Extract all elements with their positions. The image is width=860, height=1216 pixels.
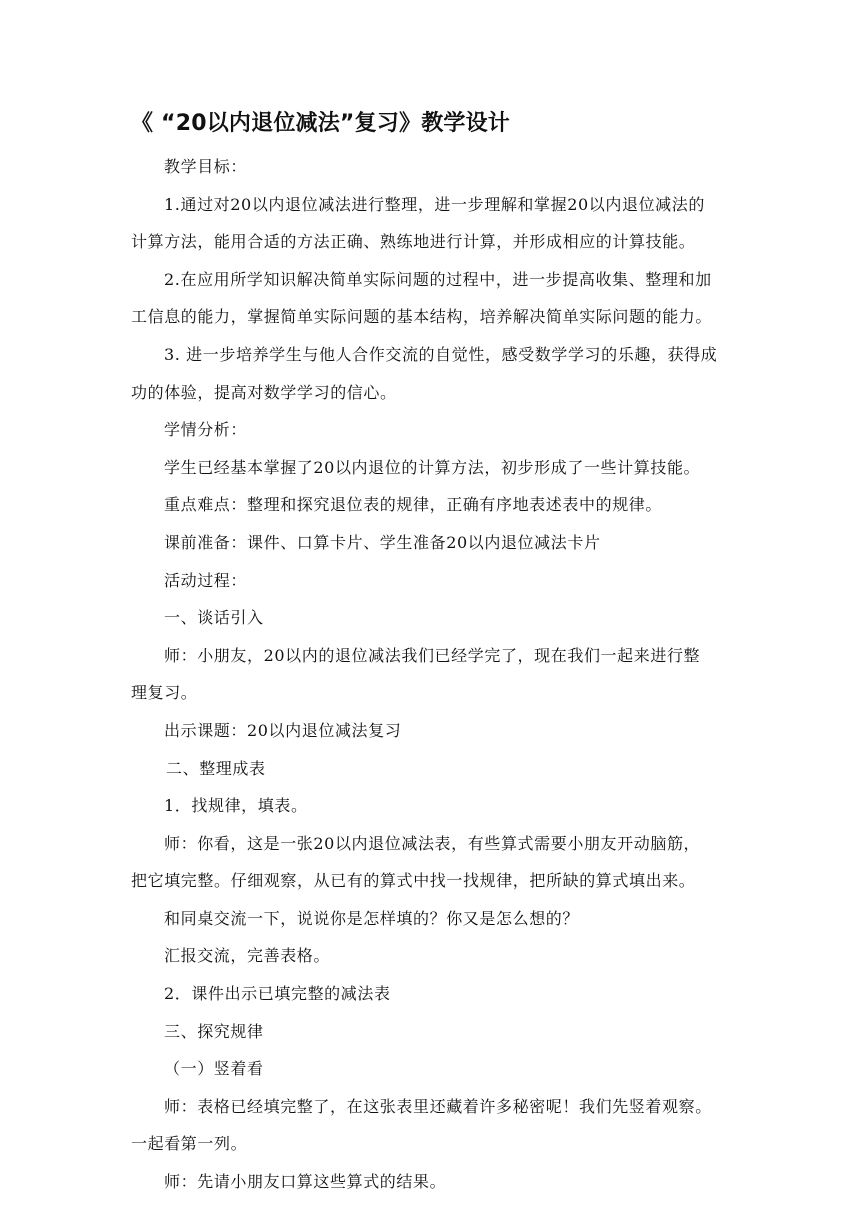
analysis-text: 学生已经基本掌握了20以内退位的计算方法，初步形成了一些计算技能。 <box>164 457 701 477</box>
preparation: 课前准备：课件、口算卡片、学生准备20以内退位减法卡片 <box>164 532 601 552</box>
teacher-line-2: 师：你看，这是一张20以内退位减法表，有些算式需要小朋友开动脑筋， <box>164 833 701 853</box>
section-heading-analysis: 学情分析： <box>164 420 248 440</box>
report-exchange: 汇报交流，完善表格。 <box>164 946 331 966</box>
teacher-line-3-cont: 一起看第一列。 <box>131 1134 248 1154</box>
teacher-line-4: 师：先请小朋友口算这些算式的结果。 <box>164 1172 447 1192</box>
teacher-line-1-cont: 理复习。 <box>131 683 198 703</box>
key-difficulties: 重点难点：整理和探究退位表的规律，正确有序地表述表中的规律。 <box>164 495 663 515</box>
objective-1-line-1: 1.通过对20以内退位减法进行整理，进一步理解和掌握20以内退位减法的 <box>164 194 705 214</box>
objective-3-line-1: 3. 进一步培养学生与他人合作交流的自觉性，感受数学学习的乐趣，获得成 <box>164 344 718 364</box>
document-title: 《 “20以内退位减法”复习》教学设计 <box>131 111 510 136</box>
objective-1-line-2: 计算方法，能用合适的方法正确、熟练地进行计算，并形成相应的计算技能。 <box>131 232 696 252</box>
objective-2-line-2: 工信息的能力，掌握简单实际问题的基本结构，培养解决简单实际问题的能力。 <box>131 307 713 327</box>
objective-3-line-2: 功的体验，提高对数学学习的信心。 <box>131 382 397 402</box>
step-heading-2: 二、整理成表 <box>166 758 266 778</box>
sub-heading-vertical: （一）竖着看 <box>164 1059 264 1079</box>
teacher-line-2-cont: 把它填完整。仔细观察，从已有的算式中找一找规律，把所缺的算式填出来。 <box>131 871 696 891</box>
section-heading-objectives: 教学目标： <box>164 157 248 176</box>
step-2-item-2: 2．课件出示已填完整的减法表 <box>164 984 391 1004</box>
document-body <box>131 104 731 1201</box>
teacher-line-3: 师：表格已经填完整了，在这张表里还藏着许多秘密呢！我们先竖着观察。 <box>164 1096 712 1116</box>
step-heading-1: 一、谈话引入 <box>164 608 264 628</box>
show-topic: 出示课题：20以内退位减法复习 <box>164 720 402 740</box>
step-heading-3: 三、探究规律 <box>164 1021 264 1041</box>
step-2-item-1: 1．找规律，填表。 <box>164 796 308 816</box>
partner-discussion: 和同桌交流一下，说说你是怎样填的？你又是怎么想的？ <box>164 908 580 928</box>
objective-2-line-1: 2.在应用所学知识解决简单实际问题的过程中，进一步提高收集、整理和加 <box>164 269 712 289</box>
teacher-line-1: 师：小朋友，20以内的退位减法我们已经学完了，现在我们一起来进行整 <box>164 645 701 665</box>
section-heading-process: 活动过程： <box>164 570 248 590</box>
